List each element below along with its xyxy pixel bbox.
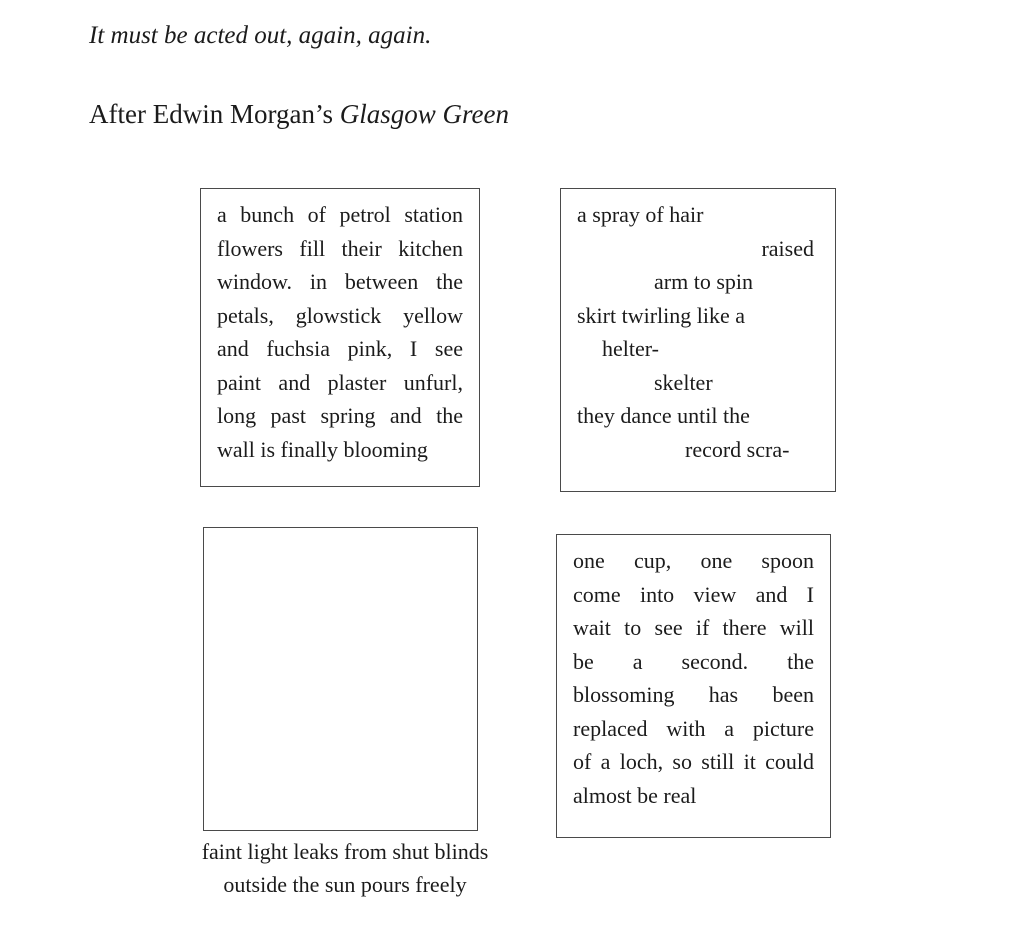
- poem-line: record scra-: [685, 436, 790, 462]
- poem-line: be a second. the: [573, 648, 814, 674]
- poem-line: paint and plaster unfurl,: [217, 369, 463, 395]
- poem-line: raised: [761, 235, 814, 261]
- heading-prefix: After Edwin Morgan’s: [89, 99, 340, 129]
- poem-line: almost be real: [573, 782, 697, 808]
- poem-box-kitchen-window: [200, 188, 480, 487]
- empty-box-caption: [165, 835, 525, 901]
- poem-line: wait to see if there will: [573, 615, 814, 640]
- poem-line: long past spring and the: [217, 403, 463, 428]
- poem-heading: [89, 99, 509, 130]
- poem-box-dance: [560, 188, 836, 492]
- poem-line: arm to spin: [654, 269, 753, 294]
- poem-line: replaced with a picture: [573, 715, 814, 741]
- poem-line: skirt twirling like a: [577, 302, 746, 328]
- poem-line: window. in between the: [217, 269, 463, 294]
- poem-line: a spray of hair: [577, 202, 704, 227]
- heading-title: Glasgow Green: [339, 99, 509, 129]
- caption-line: faint light leaks from shut blinds: [201, 839, 489, 864]
- poem-line: of a loch, so still it could: [573, 749, 814, 774]
- empty-poem-box: [203, 527, 478, 831]
- poem-line: and fuchsia pink, I see: [217, 336, 463, 361]
- poem-line: petals, glowstick yellow: [217, 302, 463, 328]
- poem-line: wall is finally blooming: [217, 436, 428, 462]
- poem-line: they dance until the: [577, 403, 750, 428]
- poem-line: blossoming has been: [573, 682, 814, 707]
- caption-line: outside the sun pours freely: [223, 872, 467, 897]
- poem-line: a bunch of petrol station: [217, 202, 463, 227]
- poem-box-cup-spoon: [556, 534, 831, 838]
- poem-line: one cup, one spoon: [573, 548, 814, 573]
- poem-line: helter-: [602, 336, 659, 361]
- epigraph: It must be acted out, again, again.: [89, 22, 432, 49]
- poem-line: come into view and I: [573, 581, 814, 607]
- poem-line: flowers fill their kitchen: [217, 235, 463, 261]
- poem-line: skelter: [654, 369, 713, 395]
